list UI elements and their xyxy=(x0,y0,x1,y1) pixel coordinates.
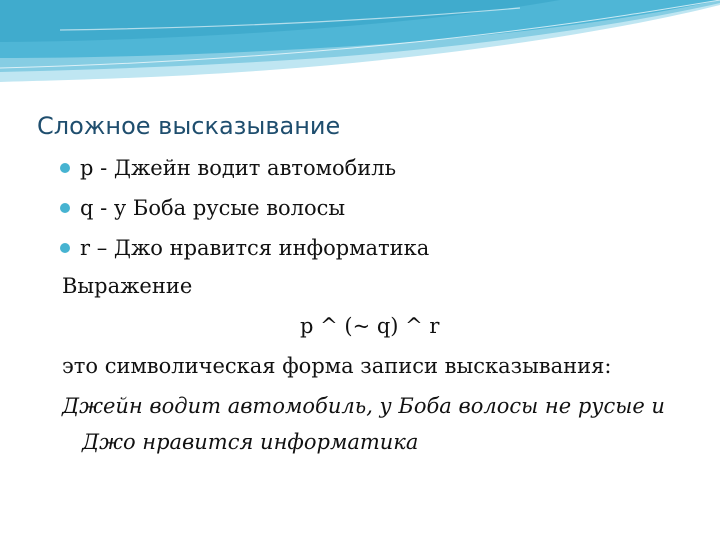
decorative-wave-header xyxy=(0,0,720,90)
bullet-label: p - Джейн водит автомобиль xyxy=(80,156,397,180)
bullet-label: r – Джо нравится информатика xyxy=(80,236,430,260)
bullet-dot-icon xyxy=(60,243,70,253)
slide-title: Сложное высказывание xyxy=(37,112,341,140)
bullet-label: q - у Боба русые волосы xyxy=(80,196,346,220)
bullet-item-r xyxy=(60,234,429,262)
formula: p ^ (~ q) ^ r xyxy=(300,314,440,338)
bullet-dot-icon xyxy=(60,163,70,173)
statement-line-2: Джо нравится информатика xyxy=(82,430,419,454)
bullet-dot-icon xyxy=(60,203,70,213)
expression-label: Выражение xyxy=(62,274,193,298)
explanation-text: это символическая форма записи высказывания: xyxy=(62,354,612,378)
statement-line-1: Джейн водит автомобиль, у Боба волосы не русые и xyxy=(62,394,665,418)
bullet-item-p xyxy=(60,154,396,182)
bullet-item-q xyxy=(60,194,345,222)
